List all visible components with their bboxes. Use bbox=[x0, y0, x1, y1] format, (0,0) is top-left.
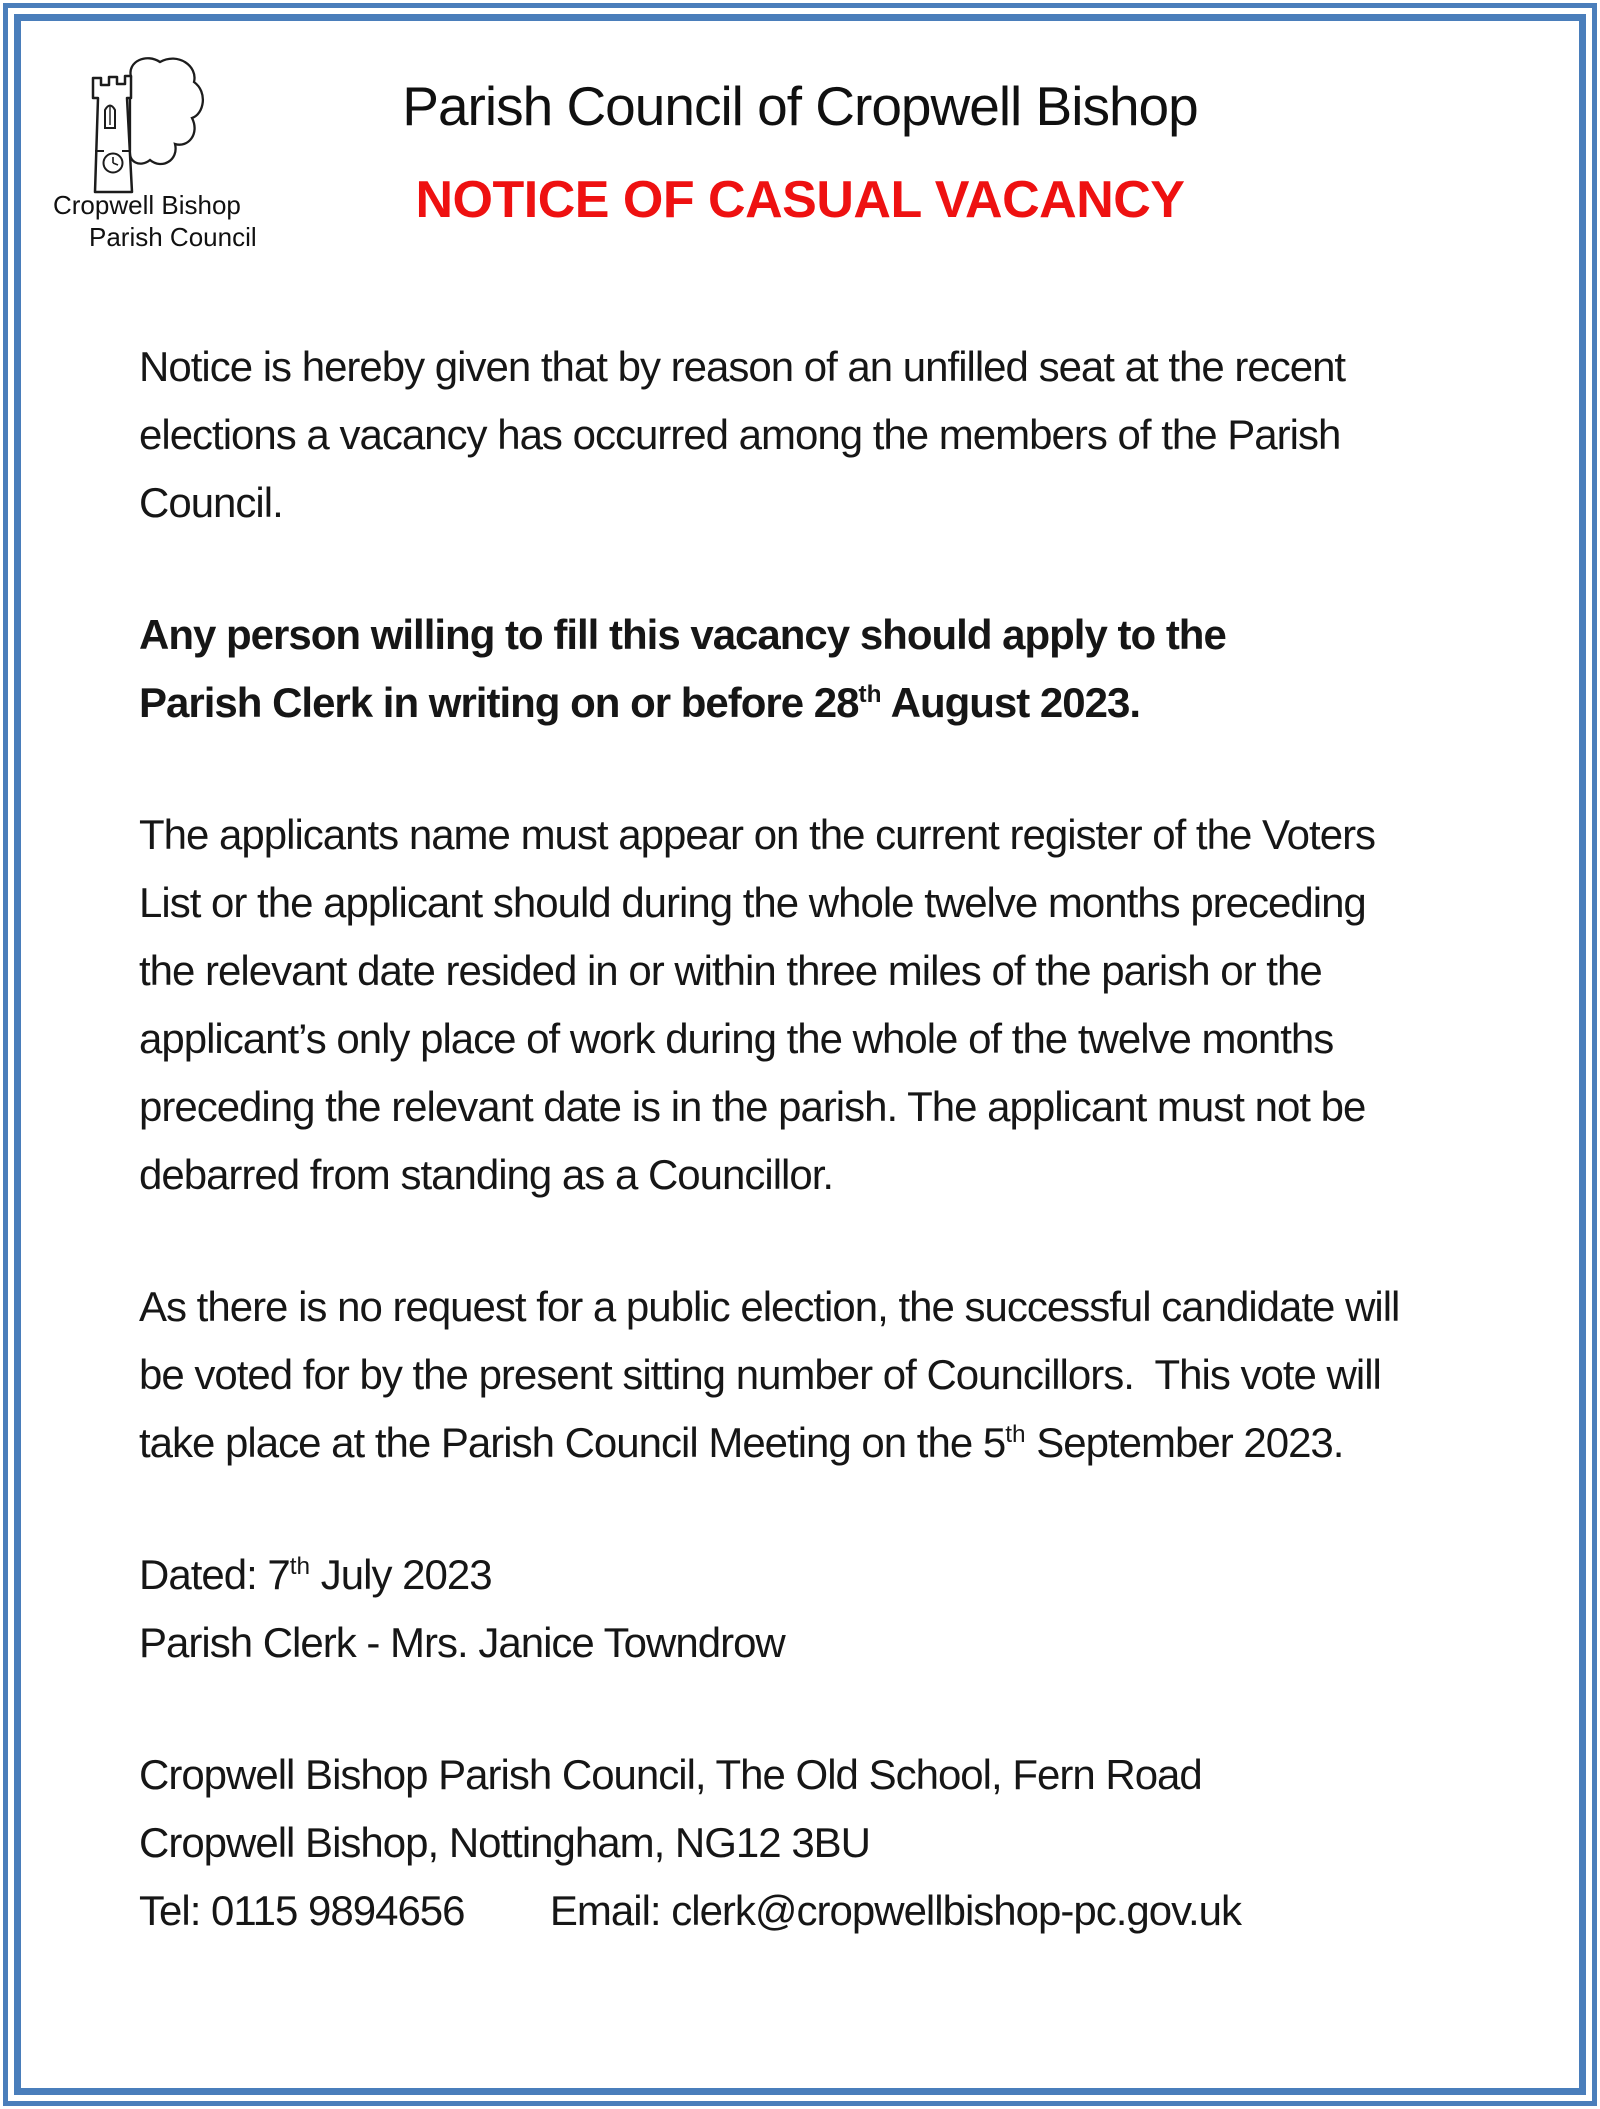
page-title: Parish Council of Cropwell Bishop bbox=[402, 75, 1198, 137]
text-line: Dated: 7th July 2023 bbox=[139, 1551, 492, 1598]
notice-subtitle: NOTICE OF CASUAL VACANCY bbox=[415, 171, 1185, 229]
text-line: As there is no request for a public election, the successful candidate will bbox=[139, 1283, 1400, 1330]
text-line: debarred from standing as a Councillor. bbox=[139, 1151, 834, 1198]
text-line: the relevant date resided in or within three miles of the parish or the bbox=[139, 947, 1322, 994]
page-content bbox=[21, 21, 1579, 2088]
text-line: Parish Clerk - Mrs. Janice Towndrow bbox=[139, 1619, 785, 1666]
text-line: Notice is hereby given that by reason of an unfilled seat at the recent bbox=[139, 343, 1346, 390]
document-body bbox=[139, 333, 1469, 1945]
text-line: Tel: 0115 9894656 Email: clerk@cropwellbishop-pc.gov.uk bbox=[139, 1887, 1242, 1934]
paragraph-eligibility bbox=[139, 801, 1469, 1209]
parish-council-logo bbox=[47, 51, 262, 256]
text-line: applicant’s only place of work during the whole of the twelve months bbox=[139, 1015, 1334, 1062]
church-tower-icon bbox=[93, 76, 132, 192]
tree-icon bbox=[130, 58, 203, 164]
text-line: be voted for by the present sitting number of Councillors. This vote will bbox=[139, 1351, 1381, 1398]
paragraph-contact bbox=[139, 1741, 1469, 1945]
text-line: List or the applicant should during the whole twelve months preceding bbox=[139, 879, 1366, 926]
paragraph-apply bbox=[139, 601, 1469, 737]
paragraph-intro bbox=[139, 333, 1469, 537]
text-line: Council. bbox=[139, 479, 283, 526]
text-line: The applicants name must appear on the current register of the Voters bbox=[139, 811, 1376, 858]
text-line: preceding the relevant date is in the parish. The applicant must not be bbox=[139, 1083, 1366, 1130]
text-line: Parish Clerk in writing on or before 28th August 2023. bbox=[139, 679, 1141, 726]
parish-council-logo-drawing bbox=[47, 51, 262, 256]
paragraph-vote bbox=[139, 1273, 1469, 1477]
text-line: take place at the Parish Council Meeting on the 5th September 2023. bbox=[139, 1419, 1344, 1466]
paragraph-dated bbox=[139, 1541, 1469, 1677]
text-line: Cropwell Bishop, Nottingham, NG12 3BU bbox=[139, 1819, 871, 1866]
logo-caption-line1: Cropwell Bishop bbox=[53, 190, 241, 220]
text-line: elections a vacancy has occurred among the members of the Parish bbox=[139, 411, 1341, 458]
logo-caption-line2: Parish Council bbox=[89, 222, 257, 252]
text-line: Cropwell Bishop Parish Council, The Old School, Fern Road bbox=[139, 1751, 1202, 1798]
text-line: Any person willing to fill this vacancy should apply to the bbox=[139, 611, 1226, 658]
